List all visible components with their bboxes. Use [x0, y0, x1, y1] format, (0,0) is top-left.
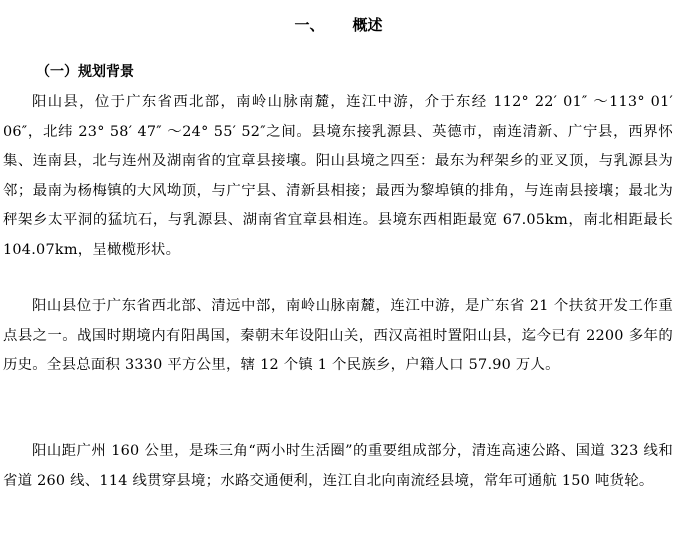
- chapter-number: 一、: [294, 16, 325, 34]
- chapter-heading: [0, 14, 677, 36]
- paragraph-location: 阳山县，位于广东省西北部，南岭山脉南麓，连江中游，介于东经 112° 22′ 01″ ～113° 01′ 06″，北纬 23° 58′ 47″ ～24° 55′ 52″之间。县境东接乳源县、英德市，南连清新、广宁县，西界怀集、连南县，北与连州及湖南省的宜章县接壤。阳山县境之四至：最东为秤架乡的亚叉顶，与乳源县为邻；最南为杨梅镇的大风坳顶，与广宁县、清新县相接；最西为黎埠镇的排角，与连南县接壤；最北为秤架乡太平洞的猛坑石，与乳源县、湖南省宜章县相连。县境东西相距最宽 67.05km，南北相距最长 104.07km，呈橄榄形状。: [3, 94, 673, 258]
- paragraph-overview: 阳山县位于广东省西北部、清远中部，南岭山脉南麓，连江中游，是广东省 21 个扶贫开发工作重点县之一。战国时期境内有阳禺国，秦朝末年设阳山关，西汉高祖时置阳山县，迄今已有 2200 多年的历史。全县总面积 3330 平方公里，辖 12 个镇 1 个民族乡，户籍人口 57.90 万人。: [3, 298, 673, 373]
- paragraph-transport: 阳山距广州 160 公里，是珠三角“两小时生活圈”的重要组成部分，清连高速公路、国道 323 线和省道 260 线、114 线贯穿县境；水路交通便利，连江自北向南流经县境，常年可通航 150 吨货轮。: [3, 443, 673, 489]
- chapter-title: 概述: [352, 16, 383, 34]
- section-heading: （一）规划背景: [36, 64, 134, 80]
